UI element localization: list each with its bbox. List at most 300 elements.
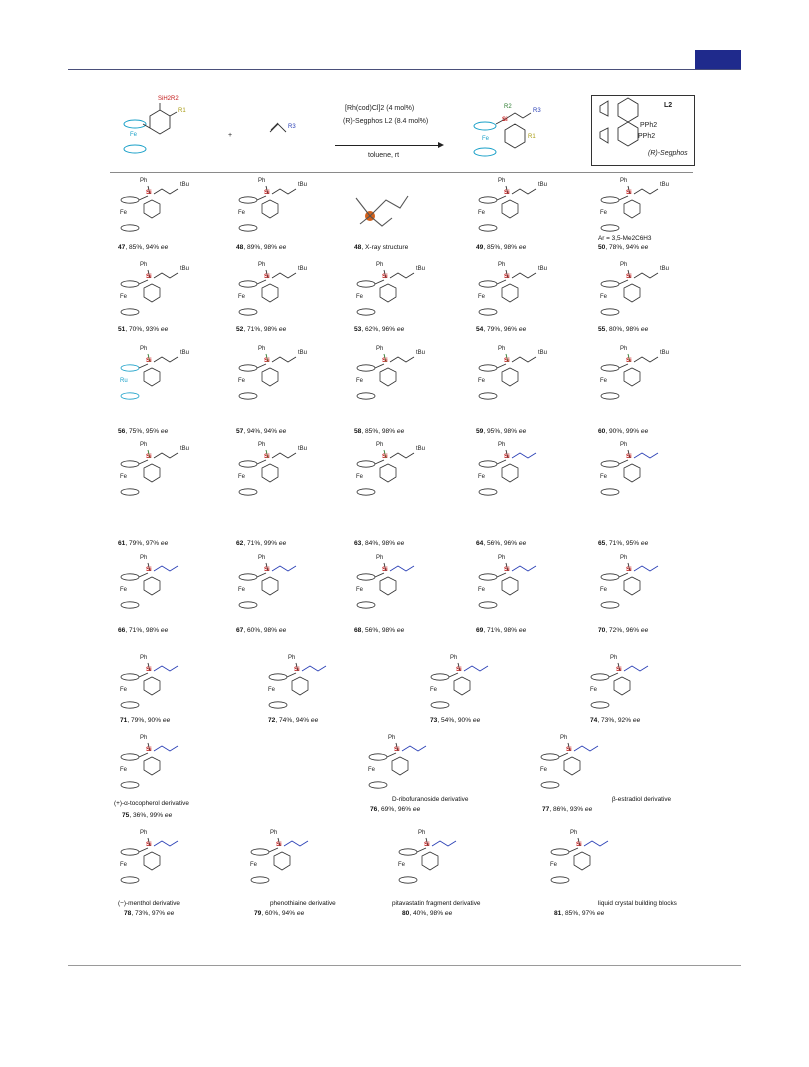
compound-caption <box>118 326 168 333</box>
ee-label: ee <box>278 428 287 435</box>
ee-label: ee <box>278 627 287 634</box>
compound-cell <box>346 178 456 248</box>
compound-cell <box>346 555 456 625</box>
compound-caption <box>354 428 404 435</box>
ee-label: ee <box>164 812 173 819</box>
iron-label: Fe <box>356 378 364 384</box>
tbutyl-label: tBu <box>660 182 670 188</box>
iron-label: Fe <box>250 862 258 868</box>
ee-label: ee <box>160 428 169 435</box>
compound-yield-ee: , 79%, 97% <box>125 540 161 547</box>
silicon-label: Si <box>146 274 152 280</box>
compound-cell <box>110 555 220 625</box>
ee-label: ee <box>518 244 527 251</box>
compound-yield-ee: , 40%, 98% <box>409 910 445 917</box>
compound-caption <box>236 244 286 251</box>
compound-structure <box>468 442 568 502</box>
phenyl-label: Ph <box>140 178 148 184</box>
silicon-label: Si <box>626 567 632 573</box>
compound-number: 51 <box>118 326 126 333</box>
compound-cell <box>110 346 220 416</box>
compound-cell <box>228 555 338 625</box>
phenyl-label: Ph <box>376 555 384 561</box>
scheme-separator <box>110 172 693 173</box>
catalyst-text: [Rh(cod)Cl]2 (4 mol%) <box>345 105 415 112</box>
silicon-label: Si <box>626 190 632 196</box>
silicon-label: Si <box>264 567 270 573</box>
compound-cell <box>590 262 700 332</box>
compound-structure <box>468 178 568 238</box>
tbutyl-label: tBu <box>298 182 308 188</box>
phenyl-label: Ph <box>388 735 396 741</box>
compound-yield-ee: , 78%, 94% <box>605 244 641 251</box>
compound-yield-ee: , 56%, 96% <box>483 540 519 547</box>
ee-label: ee <box>640 428 649 435</box>
ee-label: ee <box>472 717 481 724</box>
compound-caption <box>118 540 168 547</box>
compound-cell <box>258 655 368 725</box>
prod-r1-label: R1 <box>528 134 536 140</box>
compound-cell <box>228 346 338 416</box>
iron-label: Fe <box>600 587 608 593</box>
compound-structure <box>240 830 340 890</box>
ee-label: ee <box>166 910 175 917</box>
conditions-text: toluene, rt <box>368 152 400 159</box>
compound-structure <box>468 262 568 322</box>
silicon-label: Si <box>276 842 282 848</box>
compound-number: 69 <box>476 627 484 634</box>
compound-number: 67 <box>236 627 244 634</box>
derivative-label: liquid crystal building blocks <box>598 900 677 907</box>
compound-cell <box>346 262 456 332</box>
compound-caption <box>476 244 526 251</box>
silicon-label: Si <box>264 454 270 460</box>
iron-label: Fe <box>238 587 246 593</box>
ee-label: ee <box>518 540 527 547</box>
iron-label: Fe <box>550 862 558 868</box>
compound-structure <box>228 262 328 322</box>
compound-number: 48 <box>354 244 362 251</box>
compound-cell <box>110 262 220 332</box>
compound-caption <box>476 326 526 333</box>
tbutyl-label: tBu <box>298 446 308 452</box>
compound-structure <box>420 655 520 715</box>
compound-structure <box>346 442 446 502</box>
iron-label: Fe <box>120 294 128 300</box>
tbutyl-label: tBu <box>180 446 190 452</box>
compound-cell <box>346 346 456 416</box>
compound-cell <box>240 830 350 900</box>
phenyl-label: Ph <box>140 442 148 448</box>
iron-label: Fe <box>600 294 608 300</box>
iron-label: Fe <box>238 210 246 216</box>
tbutyl-label: tBu <box>660 266 670 272</box>
compound-structure <box>358 735 458 795</box>
compound-structure <box>228 346 328 406</box>
compound-number: 68 <box>354 627 362 634</box>
phenyl-label: Ph <box>258 262 266 268</box>
ee-label: ee <box>518 326 527 333</box>
compound-structure <box>590 262 690 322</box>
compound-structure <box>346 346 446 406</box>
compound-caption <box>598 540 648 547</box>
phenyl-label: Ph <box>258 555 266 561</box>
sm-r1-label: R1 <box>178 108 186 114</box>
phenyl-label: Ph <box>140 830 148 836</box>
compound-yield-ee: , 86%, 93% <box>549 806 585 813</box>
compound-yield-ee: , 71%, 98% <box>243 326 279 333</box>
compound-structure <box>590 346 690 406</box>
compound-number: 80 <box>402 910 410 917</box>
compound-structure <box>530 735 630 795</box>
compound-yield-ee: , 54%, 90% <box>437 717 473 724</box>
compound-caption <box>476 428 526 435</box>
sm-fe-label: Fe <box>130 132 138 138</box>
compound-caption <box>598 428 648 435</box>
tbutyl-label: tBu <box>298 350 308 356</box>
silicon-label: Si <box>382 358 388 364</box>
compound-yield-ee: , 85%, 98% <box>483 244 519 251</box>
tbutyl-label: tBu <box>538 182 548 188</box>
iron-label: Fe <box>540 767 548 773</box>
iron-label: Fe <box>238 294 246 300</box>
compound-caption <box>354 326 404 333</box>
iron-label: Fe <box>120 474 128 480</box>
compound-number: 61 <box>118 540 126 547</box>
compound-number: 53 <box>354 326 362 333</box>
silicon-label: Si <box>264 190 270 196</box>
prod-fe-label: Fe <box>482 136 490 142</box>
compound-number: 81 <box>554 910 562 917</box>
compound-cell <box>468 262 578 332</box>
compound-caption <box>430 717 480 724</box>
compound-caption <box>354 540 404 547</box>
phenyl-label: Ph <box>140 655 148 661</box>
ee-label: ee <box>396 627 405 634</box>
tbutyl-label: tBu <box>416 446 426 452</box>
xray-structure <box>346 178 416 238</box>
iron-label: Fe <box>600 474 608 480</box>
reaction-arrowhead <box>438 142 444 148</box>
phenyl-label: Ph <box>498 262 506 268</box>
iron-label: Fe <box>478 378 486 384</box>
silicon-label: Si <box>566 747 572 753</box>
compound-cell <box>468 442 578 512</box>
compound-number: 73 <box>430 717 438 724</box>
compound-structure <box>346 555 446 615</box>
ee-label: ee <box>278 244 287 251</box>
plus-sign: + <box>228 132 233 139</box>
phenyl-label: Ph <box>140 555 148 561</box>
derivative-label: (−)-menthol derivative <box>118 900 180 907</box>
compound-caption <box>590 717 640 724</box>
iron-label: Fe <box>120 767 128 773</box>
silicon-label: Si <box>576 842 582 848</box>
compound-number: 55 <box>598 326 606 333</box>
silicon-label: Si <box>504 567 510 573</box>
compound-number: 76 <box>370 806 378 813</box>
compound-yield-ee: , 73%, 97% <box>131 910 167 917</box>
phenyl-label: Ph <box>258 178 266 184</box>
ee-label: ee <box>396 428 405 435</box>
iron-label: Fe <box>478 474 486 480</box>
phenyl-label: Ph <box>270 830 278 836</box>
compound-caption <box>476 627 526 634</box>
prod-si-label: Si <box>502 117 508 123</box>
ee-label: ee <box>162 717 171 724</box>
compound-caption <box>476 540 526 547</box>
tbutyl-label: tBu <box>416 266 426 272</box>
compound-structure <box>346 262 446 322</box>
phenyl-label: Ph <box>376 346 384 352</box>
tbutyl-label: tBu <box>538 266 548 272</box>
compound-caption <box>598 244 648 251</box>
compound-caption <box>118 428 168 435</box>
phenyl-label: Ph <box>498 346 506 352</box>
ligand-pph2-a: PPh2 <box>640 122 658 129</box>
compound-structure <box>110 442 210 502</box>
compound-yield-ee: , 79%, 96% <box>483 326 519 333</box>
compound-number: 65 <box>598 540 606 547</box>
silicon-label: Si <box>146 358 152 364</box>
ee-label: ee <box>632 717 641 724</box>
compound-structure <box>468 555 568 615</box>
iron-label: Fe <box>238 378 246 384</box>
compound-number: 52 <box>236 326 244 333</box>
prod-r2-label: R2 <box>504 104 512 110</box>
compound-cell <box>228 262 338 332</box>
compound-caption <box>236 540 286 547</box>
tbutyl-label: tBu <box>180 266 190 272</box>
silicon-label: Si <box>146 842 152 848</box>
silicon-label: Si <box>626 274 632 280</box>
ligand-box-label: L2 <box>664 102 673 109</box>
silicon-label: Si <box>626 454 632 460</box>
compound-yield-ee: , 73%, 92% <box>597 717 633 724</box>
silicon-label: Si <box>394 747 400 753</box>
compound-structure <box>580 655 680 715</box>
compound-structure <box>258 655 358 715</box>
compound-structure <box>110 555 210 615</box>
compound-cell <box>540 830 650 900</box>
compound-structure <box>590 178 690 238</box>
compound-number: 54 <box>476 326 484 333</box>
phenyl-label: Ph <box>610 655 618 661</box>
derivative-label: Ar = 3,5-Me2C6H3 <box>598 235 652 242</box>
compound-number: 58 <box>354 428 362 435</box>
phenyl-label: Ph <box>418 830 426 836</box>
reaction-arrow <box>335 145 440 146</box>
ee-label: ee <box>396 326 405 333</box>
silicon-label: Si <box>504 274 510 280</box>
compound-cell <box>580 655 690 725</box>
silicon-label: Si <box>456 667 462 673</box>
phenyl-label: Ph <box>620 346 628 352</box>
footer-rule <box>68 965 741 966</box>
compound-number: 60 <box>598 428 606 435</box>
compound-number: 62 <box>236 540 244 547</box>
phenyl-label: Ph <box>620 442 628 448</box>
compound-number: 72 <box>268 717 276 724</box>
silicon-label: Si <box>294 667 300 673</box>
compound-yield-ee: , 71%, 98% <box>483 627 519 634</box>
compound-number: 75 <box>122 812 130 819</box>
sm-silane-label: SiH2R2 <box>158 96 179 102</box>
compound-caption <box>268 717 318 724</box>
compound-cell <box>468 178 578 248</box>
ee-label: ee <box>412 806 421 813</box>
tbutyl-label: tBu <box>298 266 308 272</box>
compound-structure <box>110 346 210 406</box>
phenyl-label: Ph <box>376 442 384 448</box>
compound-yield-ee: , 84%, 98% <box>361 540 397 547</box>
silicon-label: Si <box>264 358 270 364</box>
compound-structure <box>468 346 568 406</box>
compound-cell <box>110 442 220 512</box>
silicon-label: Si <box>616 667 622 673</box>
derivative-label: (+)-α-tocopherol derivative <box>114 800 189 807</box>
compound-caption <box>542 806 592 813</box>
compound-caption <box>118 627 168 634</box>
compound-caption <box>124 910 174 917</box>
ee-label: ee <box>640 244 649 251</box>
iron-label: Fe <box>430 687 438 693</box>
compound-number: 74 <box>590 717 598 724</box>
compound-cell <box>468 346 578 416</box>
phenyl-label: Ph <box>376 262 384 268</box>
silicon-label: Si <box>264 274 270 280</box>
ee-label: ee <box>518 627 527 634</box>
tbutyl-label: tBu <box>538 350 548 356</box>
compound-structure <box>228 178 328 238</box>
compound-caption <box>118 244 168 251</box>
compound-caption <box>120 717 170 724</box>
compound-number: 79 <box>254 910 262 917</box>
ee-label: ee <box>518 428 527 435</box>
compound-number: 49 <box>476 244 484 251</box>
silicon-label: Si <box>382 567 388 573</box>
compound-yield-ee: , 79%, 90% <box>127 717 163 724</box>
silicon-label: Si <box>504 190 510 196</box>
compound-cell <box>420 655 530 725</box>
iron-label: Fe <box>478 294 486 300</box>
compound-yield-ee: , 71%, 95% <box>605 540 641 547</box>
compound-structure <box>110 178 210 238</box>
compound-yield-ee: , 56%, 98% <box>361 627 397 634</box>
compound-cell <box>590 555 700 625</box>
compound-number: 78 <box>124 910 132 917</box>
iron-label: Fe <box>356 294 364 300</box>
tbutyl-label: tBu <box>660 350 670 356</box>
prod-r3-label: R3 <box>533 108 541 114</box>
iron-label: Fe <box>478 210 486 216</box>
compound-yield-ee: , 62%, 96% <box>361 326 397 333</box>
silicon-label: Si <box>146 190 152 196</box>
phenyl-label: Ph <box>570 830 578 836</box>
compound-structure <box>590 442 690 502</box>
phenyl-label: Ph <box>258 346 266 352</box>
compound-cell <box>358 735 468 805</box>
compound-structure <box>228 555 328 615</box>
compound-number: 50 <box>598 244 606 251</box>
compound-cell <box>228 442 338 512</box>
iron-label: Fe <box>120 587 128 593</box>
iron-label: Fe <box>590 687 598 693</box>
compound-cell <box>228 178 338 248</box>
compound-number: 71 <box>120 717 128 724</box>
silicon-label: Si <box>626 358 632 364</box>
ee-label: ee <box>160 627 169 634</box>
phenyl-label: Ph <box>498 555 506 561</box>
compound-yield-ee: , 85%, 94% <box>125 244 161 251</box>
compound-yield-ee: , 89%, 98% <box>243 244 279 251</box>
compound-number: 48 <box>236 244 244 251</box>
compound-caption <box>598 326 648 333</box>
compound-yield-ee: , 75%, 95% <box>125 428 161 435</box>
compound-yield-ee: , 60%, 94% <box>261 910 297 917</box>
compound-cell <box>110 178 220 248</box>
ee-label: ee <box>584 806 593 813</box>
tbutyl-label: tBu <box>416 350 426 356</box>
compound-caption <box>354 244 408 251</box>
compound-number: 56 <box>118 428 126 435</box>
compound-yield-ee: , 36%, 99% <box>129 812 165 819</box>
ee-label: ee <box>296 910 305 917</box>
compound-yield-ee: , 71%, 98% <box>125 627 161 634</box>
iron-label: Fe <box>600 378 608 384</box>
compound-caption <box>122 812 172 819</box>
compound-structure <box>540 830 640 890</box>
compound-yield-ee: , 70%, 93% <box>125 326 161 333</box>
iron-label: Fe <box>356 474 364 480</box>
compound-cell <box>590 442 700 512</box>
phenyl-label: Ph <box>288 655 296 661</box>
compound-number: 57 <box>236 428 244 435</box>
compound-cell <box>530 735 640 805</box>
compound-yield-ee: , 74%, 94% <box>275 717 311 724</box>
compound-yield-ee: , 80%, 98% <box>605 326 641 333</box>
ee-label: ee <box>278 326 287 333</box>
phenyl-label: Ph <box>620 178 628 184</box>
compound-yield-ee: , 72%, 96% <box>605 627 641 634</box>
ligand-box-name: (R)-Segphos <box>648 150 688 157</box>
phenyl-label: Ph <box>140 346 148 352</box>
compound-caption <box>598 627 648 634</box>
compound-yield-ee: , 85%, 98% <box>361 428 397 435</box>
compound-number: 64 <box>476 540 484 547</box>
silicon-label: Si <box>382 454 388 460</box>
derivative-label: phenothiaine derivative <box>270 900 336 907</box>
derivative-label: pitavastatin fragment derivative <box>392 900 481 907</box>
silicon-label: Si <box>504 358 510 364</box>
ee-label: ee <box>640 627 649 634</box>
ligand-pph2-b: PPh2 <box>638 133 656 140</box>
phenyl-label: Ph <box>560 735 568 741</box>
ee-label: ee <box>160 244 169 251</box>
ee-label: ee <box>310 717 319 724</box>
iron-label: Fe <box>368 767 376 773</box>
compound-yield-ee: , 90%, 99% <box>605 428 641 435</box>
compound-number: 63 <box>354 540 362 547</box>
compound-number: 66 <box>118 627 126 634</box>
compound-number: 77 <box>542 806 550 813</box>
iron-label: Fe <box>356 587 364 593</box>
silicon-label: Si <box>146 567 152 573</box>
iron-label: Fe <box>238 474 246 480</box>
compound-structure <box>110 655 210 715</box>
compound-caption <box>402 910 452 917</box>
phenyl-label: Ph <box>258 442 266 448</box>
